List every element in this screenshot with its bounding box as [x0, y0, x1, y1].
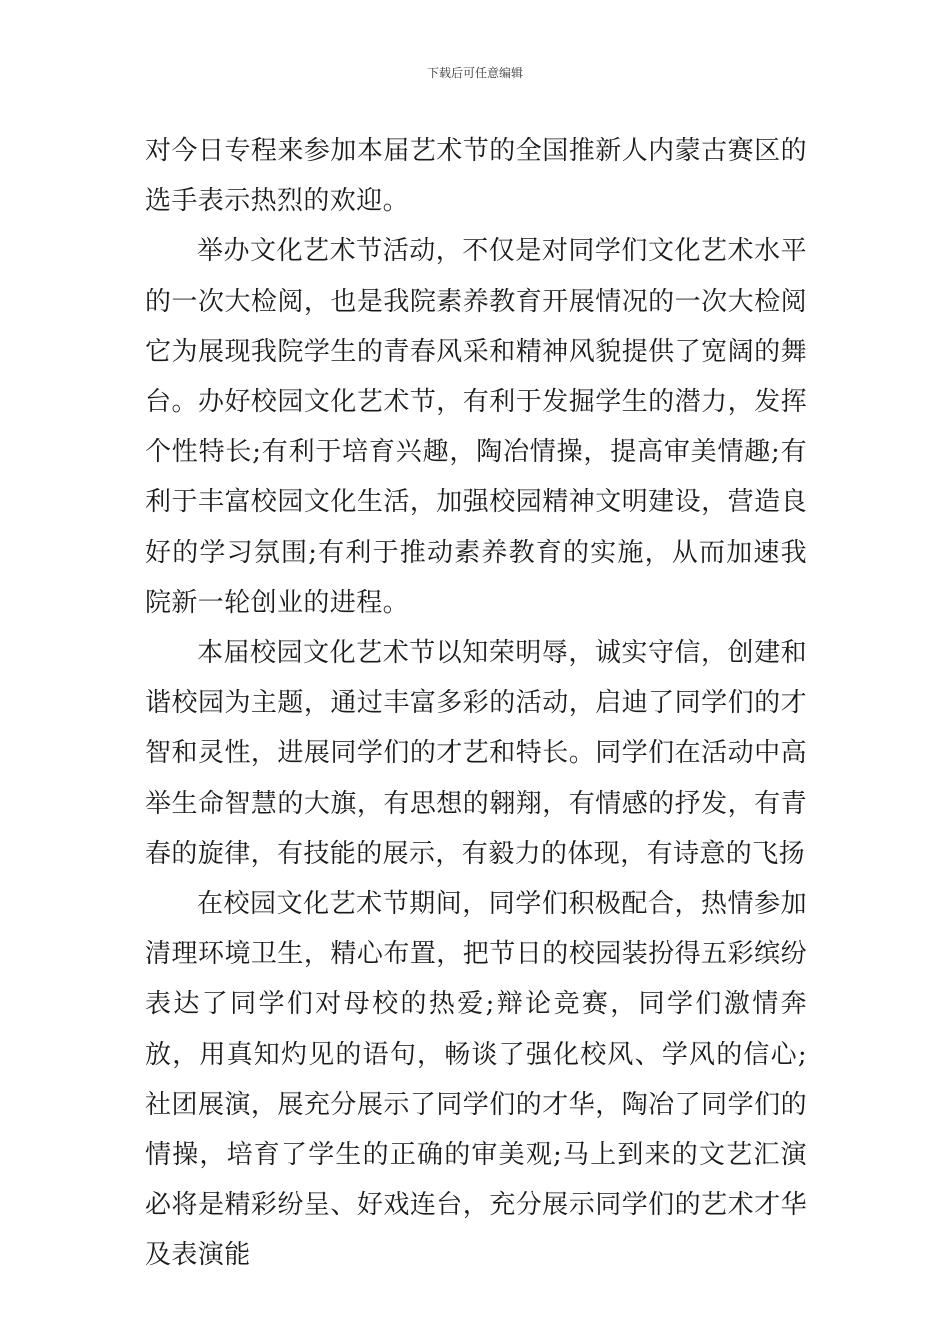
paragraph-3: 本届校园文化艺术节以知荣明辱，诚实守信，创建和谐校园为主题，通过丰富多彩的活动，启迪了同学们的才智和灵性，进展同学们的才艺和特长。同学们在活动中高举生命智慧的大旗，有思想的翱翔，有情感的抒发，有青春的旋律，有技能的展示，有毅力的体现，有诗意的飞扬 — [145, 638, 807, 869]
paragraph-2: 举办文化艺术节活动，不仅是对同学们文化艺术水平的一次大检阅，也是我院素养教育开展情况的一次大检阅它为展现我院学生的青春风采和精神风貌提供了宽阔的舞台。办好校园文化艺术节，有利于发掘学生的潜力，发挥个性特长;有利于培育兴趣，陶冶情操，提高审美情趣;有利于丰富校园文化生活，加强校园精神文明建设，营造良好的学习氛围;有利于推动素养教育的实施，从而加速我院新一轮创业的进程。 — [145, 236, 807, 618]
page-header: 下载后可任意编辑 — [426, 66, 523, 80]
paragraph-4: 在校园文化艺术节期间，同学们积极配合，热情参加清理环境卫生，精心布置，把节日的校园装扮得五彩缤纷表达了同学们对母校的热爱;辩论竞赛，同学们激情奔放，用真知灼见的语句，畅谈了强化校风、学风的信心;社团展演，展充分展示了同学们的才华，陶冶了同学们的情操，培育了学生的正确的审美观;马上到来的文艺汇演必将是精彩纷呈、好戏连台，充分展示同学们的艺术才华及表演能 — [145, 889, 807, 1271]
document-body — [145, 126, 807, 1281]
paragraph-1: 对今日专程来参加本届艺术节的全国推新人内蒙古赛区的选手表示热烈的欢迎。 — [145, 136, 807, 217]
